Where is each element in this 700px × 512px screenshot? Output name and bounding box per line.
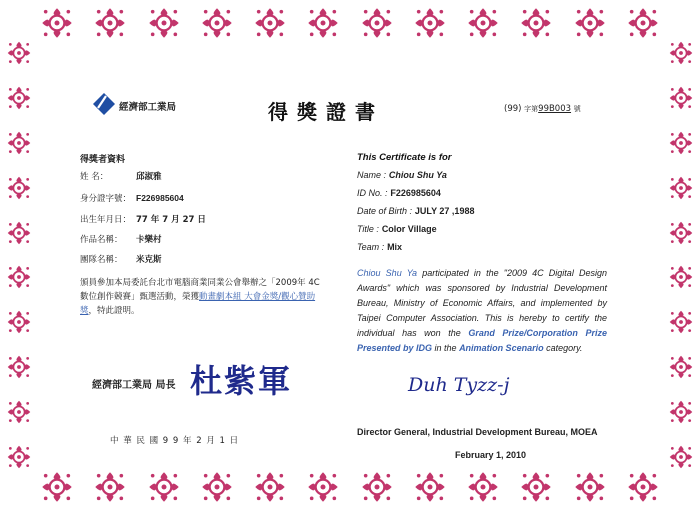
ornament-icon bbox=[668, 444, 694, 470]
cn-title-row bbox=[80, 233, 162, 245]
cn-birth-row bbox=[80, 213, 206, 225]
ornament-icon bbox=[573, 6, 607, 40]
cn-label: 團隊名稱： bbox=[80, 255, 123, 265]
ornament-icon bbox=[519, 470, 553, 504]
cn-name-row bbox=[80, 170, 162, 182]
ornament-icon bbox=[668, 399, 694, 425]
ornament-icon bbox=[519, 6, 553, 40]
cn-value: 77 年 7 月 27 日 bbox=[136, 215, 206, 225]
border-top bbox=[40, 6, 660, 40]
ornament-icon bbox=[466, 470, 500, 504]
en-body-paragraph bbox=[357, 266, 607, 356]
en-birth-row bbox=[357, 206, 474, 217]
en-value: F226985604 bbox=[390, 188, 441, 198]
ornament-icon bbox=[413, 6, 447, 40]
ornament-icon bbox=[360, 6, 394, 40]
cn-award-highlight: 動畫劇本組 大會金獎/觀心贊助獎 bbox=[80, 292, 316, 316]
ornament-icon bbox=[668, 85, 694, 111]
ornament-icon bbox=[6, 130, 32, 156]
certificate-number bbox=[504, 104, 581, 114]
ornament-icon bbox=[200, 470, 234, 504]
ornament-icon bbox=[626, 470, 660, 504]
ornament-icon bbox=[466, 6, 500, 40]
ornament-icon bbox=[668, 220, 694, 246]
en-body-text: participated in the "2009 4C Digital Design Awards" which was sponsored by Industrial Development Bureau, Ministry of Economic Affairs, and implemented by Taipei Computer Association. This is hereby to certify the individual has won the bbox=[357, 268, 607, 338]
ornament-icon bbox=[93, 470, 127, 504]
number-prefix: (99) bbox=[504, 104, 522, 114]
ornament-icon bbox=[668, 130, 694, 156]
number-value: 99B003 bbox=[538, 104, 572, 114]
en-body-text-3: category. bbox=[543, 343, 583, 353]
en-id-row bbox=[357, 188, 441, 199]
ornament-icon bbox=[6, 264, 32, 290]
cn-signatory-title: 經濟部工業局 局長 bbox=[92, 380, 176, 391]
en-team-row bbox=[357, 242, 402, 253]
cn-signature: 杜紫軍 bbox=[190, 362, 293, 400]
en-label: ID No. : bbox=[357, 188, 388, 198]
en-label: Name : bbox=[357, 170, 387, 180]
ornament-icon bbox=[200, 6, 234, 40]
ornament-icon bbox=[306, 470, 340, 504]
en-date: February 1, 2010 bbox=[455, 450, 527, 460]
cn-id-row bbox=[80, 192, 184, 204]
cn-date: 中 華 民 國 9 9 年 2 月 1 日 bbox=[110, 436, 240, 446]
ornament-icon bbox=[253, 6, 287, 40]
en-label: Team : bbox=[357, 242, 385, 252]
ornament-icon bbox=[6, 220, 32, 246]
cn-value: 米克斯 bbox=[136, 255, 162, 265]
ornament-icon bbox=[40, 6, 74, 40]
ornament-icon bbox=[668, 354, 694, 380]
en-value: Mix bbox=[387, 242, 403, 252]
ornament-icon bbox=[6, 354, 32, 380]
ornament-icon bbox=[40, 470, 74, 504]
ornament-icon bbox=[6, 85, 32, 111]
en-prize: Grand Prize/Corporation Prize Presented by IDG bbox=[357, 328, 608, 353]
number-suffix: 號 bbox=[573, 105, 581, 113]
en-value: JULY 27 ,1988 bbox=[414, 206, 475, 216]
cn-label: 姓 名： bbox=[80, 172, 109, 182]
en-label: Date of Birth : bbox=[357, 206, 413, 216]
page-title: 得獎證書 bbox=[268, 100, 384, 124]
ornament-icon bbox=[147, 6, 181, 40]
ornament-icon bbox=[6, 399, 32, 425]
ornament-icon bbox=[668, 175, 694, 201]
en-value: Color Village bbox=[381, 224, 437, 234]
en-title-row bbox=[357, 224, 437, 235]
ornament-icon bbox=[306, 6, 340, 40]
number-word: 字第 bbox=[524, 105, 539, 113]
cn-value: 邱淑雅 bbox=[136, 172, 162, 182]
ornament-icon bbox=[6, 175, 32, 201]
ornament-icon bbox=[360, 470, 394, 504]
ministry-name: 經濟部工業局 bbox=[119, 102, 177, 113]
en-signature: Duh Tyzz-j bbox=[408, 374, 510, 396]
cn-value: F226985604 bbox=[136, 193, 184, 203]
ornament-icon bbox=[93, 6, 127, 40]
ornament-icon bbox=[668, 40, 694, 66]
en-signatory: Director General, Industrial Development Bureau, MOEA bbox=[357, 427, 598, 437]
cn-team-row bbox=[80, 253, 162, 265]
cn-label: 作品名稱： bbox=[80, 235, 123, 245]
en-category: Animation Scenario bbox=[459, 343, 544, 353]
en-body-name: Chiou Shu Ya bbox=[357, 268, 418, 278]
winner-heading: 得獎者資料 bbox=[80, 155, 126, 165]
border-right bbox=[666, 40, 696, 470]
cn-body-paragraph bbox=[80, 276, 330, 318]
cn-value: 卡樂村 bbox=[136, 235, 162, 245]
ornament-icon bbox=[573, 470, 607, 504]
border-bottom bbox=[40, 470, 660, 504]
ornament-icon bbox=[6, 444, 32, 470]
ornament-icon bbox=[6, 309, 32, 335]
ornament-icon bbox=[147, 470, 181, 504]
ornament-icon bbox=[668, 309, 694, 335]
ornament-icon bbox=[413, 470, 447, 504]
en-body-text-2: in the bbox=[432, 343, 460, 353]
ornament-icon bbox=[668, 264, 694, 290]
en-value: Chiou Shu Ya bbox=[388, 170, 447, 180]
ministry-logo-icon bbox=[92, 92, 116, 116]
ornament-icon bbox=[253, 470, 287, 504]
ornament-icon bbox=[6, 40, 32, 66]
cn-body-text: 頒員參加本局委託台北市電腦商業同業公會舉辦之「2009年 4C 數位創作競賽」甄選活動，榮獲 bbox=[80, 278, 320, 302]
en-name-row bbox=[357, 170, 447, 181]
cn-label: 身分證字號： bbox=[80, 194, 132, 204]
cn-body-text-end: ，特此證明。 bbox=[88, 306, 140, 316]
en-label: Title : bbox=[357, 224, 379, 234]
en-heading: This Certificate is for bbox=[357, 152, 452, 163]
ornament-icon bbox=[626, 6, 660, 40]
cn-label: 出生年月日： bbox=[80, 215, 132, 225]
border-left bbox=[4, 40, 34, 470]
